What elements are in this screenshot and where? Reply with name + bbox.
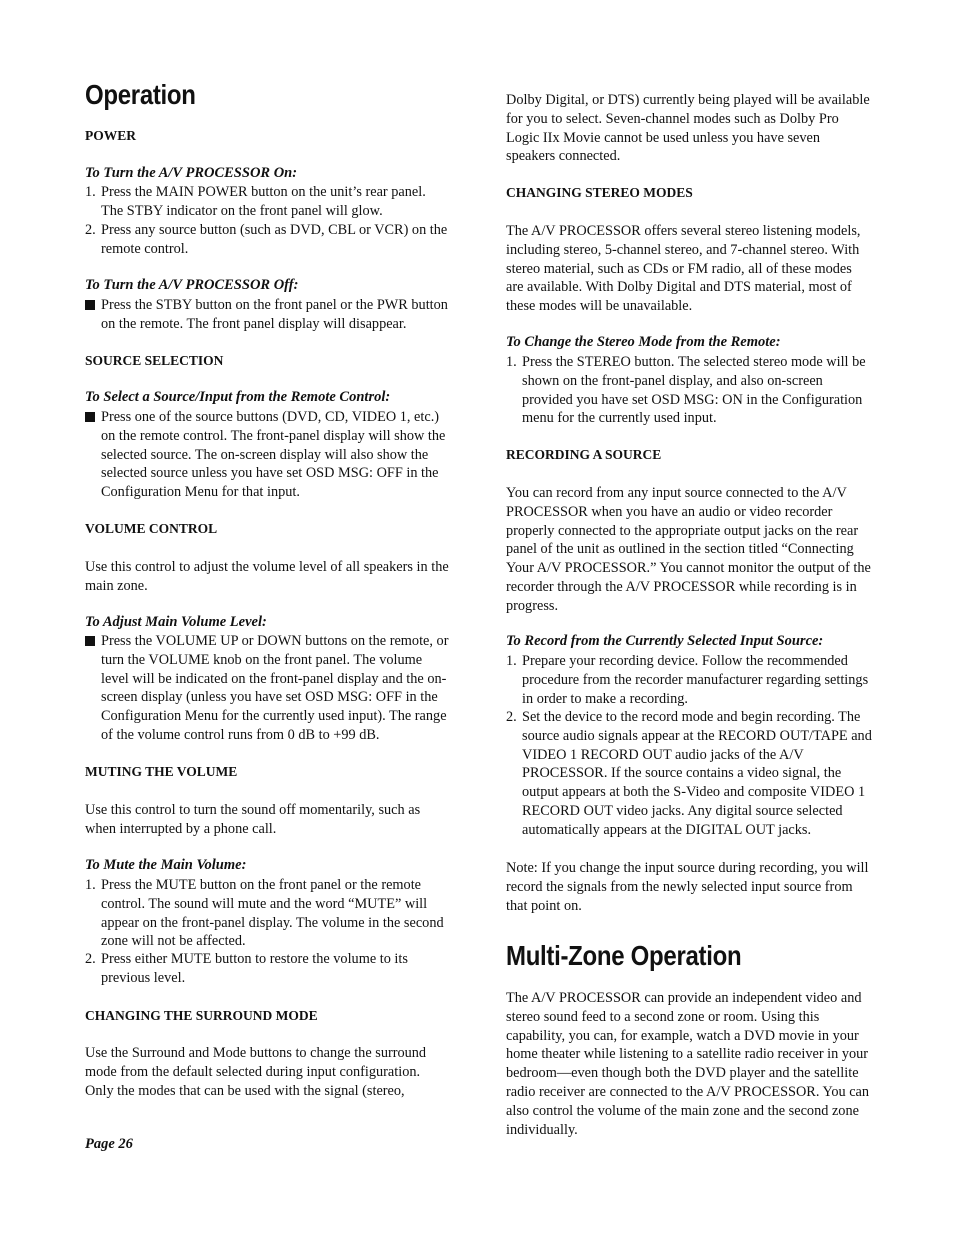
list-item-text: Set the device to the record mode and begin recording. The source audio signals appear at the RECORD OUT/TAPE and VIDEO 1 RECORD OUT audio jacks of the A/V PROCESSOR. If the source contains a video signal, the output appears at both the S-Video and composite VIDEO 1 RECORD OUT video jacks. Any digital source selected automatically appears at the DIGITAL OUT jacks. — [522, 709, 872, 838]
square-bullet-icon — [85, 408, 99, 428]
list-number: 1. — [506, 653, 517, 669]
list-item — [85, 408, 450, 502]
subheading-adjust-volume: To Adjust Main Volume Level: — [85, 614, 267, 630]
subheading-record: To Record from the Currently Selected Input Source: — [506, 633, 824, 649]
subheading-turn-off: To Turn the A/V PROCESSOR Off: — [85, 277, 299, 293]
subheading-change-stereo: To Change the Stereo Mode from the Remote: — [506, 334, 781, 350]
list-item — [506, 708, 872, 840]
list-item-text: Press one of the source buttons (DVD, CD, VIDEO 1, etc.) on the remote control. The front-panel display will show the selected source. The on-screen display will also show the selected source unless you have set OSD MSG: OFF in the Configuration Menu for that input. — [101, 409, 446, 501]
list-item — [85, 632, 450, 745]
list-number: 1. — [85, 184, 96, 200]
list-number: 2. — [85, 951, 96, 967]
list-number: 1. — [506, 354, 517, 370]
list-item-text: Prepare your recording device. Follow the recommended procedure from the recorder manufacturer regarding settings in order to make a recording. — [522, 653, 869, 707]
section-heading-recording: RECORDING A SOURCE — [506, 447, 662, 462]
list-number: 2. — [506, 709, 517, 725]
page-title: Operation — [85, 80, 196, 112]
list-item — [85, 950, 450, 988]
section-heading-power: POWER — [85, 128, 137, 143]
paragraph: Use this control to adjust the volume level of all speakers in the main zone. — [85, 559, 449, 594]
section-heading-source: SOURCE SELECTION — [85, 353, 224, 368]
section-heading-surround: CHANGING THE SURROUND MODE — [85, 1008, 318, 1023]
list-item — [506, 652, 872, 708]
page-number: Page 26 — [85, 1136, 133, 1152]
paragraph: Dolby Digital, or DTS) currently being played will be available for you to select. Seven-channel modes such as Dolby Pro Logic IIx Movie cannot be used unless you have seven speakers connected. — [506, 92, 870, 165]
list-item — [506, 353, 872, 428]
list-number: 1. — [85, 877, 96, 893]
section-heading-muting: MUTING THE VOLUME — [85, 764, 238, 779]
list-item-text: Press any source button (such as DVD, CBL or VCR) on the remote control. — [101, 222, 448, 257]
list-item — [85, 296, 450, 334]
paragraph: Use the Surround and Mode buttons to change the surround mode from the default selected during input configuration. Only the modes that can be used with the signal (stereo, — [85, 1045, 427, 1099]
list-item — [85, 221, 450, 259]
list-item-text: Press the MUTE button on the front panel or the remote control. The sound will mute and the word “MUTE” will appear on the front-panel display. The volume in the second zone will not be affected. — [101, 877, 444, 950]
subheading-mute: To Mute the Main Volume: — [85, 857, 247, 873]
square-bullet-icon — [85, 632, 99, 652]
list-item-text: Press the VOLUME UP or DOWN buttons on the remote, or turn the VOLUME knob on the front panel. The volume level will be indicated on the front-panel display and the on-screen display (unless you have set OSD MSG: OFF in the Configuration Menu for the currently used input). The range of the volume control runs from 0 dB to +99 dB. — [101, 633, 449, 743]
section-heading-stereo: CHANGING STEREO MODES — [506, 185, 693, 200]
list-item — [85, 876, 450, 951]
subheading-select-source: To Select a Source/Input from the Remote Control: — [85, 389, 391, 405]
square-bullet-icon — [85, 296, 99, 316]
paragraph: You can record from any input source connected to the A/V PROCESSOR when you have an audio or video recorder properly connected to the appropriate output jacks on the rear panel of the unit as outlined in the section titled “Connecting Your A/V PROCESSOR.” You cannot monitor the output of the recorder through the A/V PROCESSOR while recording is in progress. — [506, 485, 871, 614]
multizone-title: Multi-Zone Operation — [506, 941, 742, 973]
paragraph: The A/V PROCESSOR can provide an independent video and stereo sound feed to a second zone or room. Using this capability, you can, for example, watch a DVD movie in your home theater while listening to a satellite radio receiver in your bedroom—even though both the DVD player and the satellite radio receiver are connected to the A/V PROCESSOR. You can also control the volume of the main zone and the second zone individually. — [506, 990, 870, 1138]
list-item — [85, 183, 450, 221]
list-item-text: Press the STEREO button. The selected stereo mode will be shown on the front-panel display, and also on-screen provided you have set OSD MSG: ON in the Configuration menu for the currently used input. — [522, 354, 866, 427]
subheading-turn-on: To Turn the A/V PROCESSOR On: — [85, 165, 298, 181]
paragraph: Use this control to turn the sound off momentarily, such as when interrupted by a phone call. — [85, 802, 421, 837]
note-paragraph: Note: If you change the input source during recording, you will record the signals from the newly selected input source from that point on. — [506, 860, 869, 914]
list-item-text: Press the STBY button on the front panel or the PWR button on the remote. The front panel display will disappear. — [101, 297, 448, 332]
paragraph: The A/V PROCESSOR offers several stereo listening models, including stereo, 5-channel stereo, and 7-channel stereo. With stereo material, such as CDs or FM radio, all of these modes are available. With Dolby Digital and DTS material, most of these modes will be unavailable. — [506, 223, 861, 315]
list-item-text: Press the MAIN POWER button on the unit’s rear panel. The STBY indicator on the front panel will glow. — [101, 184, 426, 219]
section-heading-volume: VOLUME CONTROL — [85, 521, 218, 536]
list-item-text: Press either MUTE button to restore the volume to its previous level. — [101, 951, 408, 986]
list-number: 2. — [85, 222, 96, 238]
